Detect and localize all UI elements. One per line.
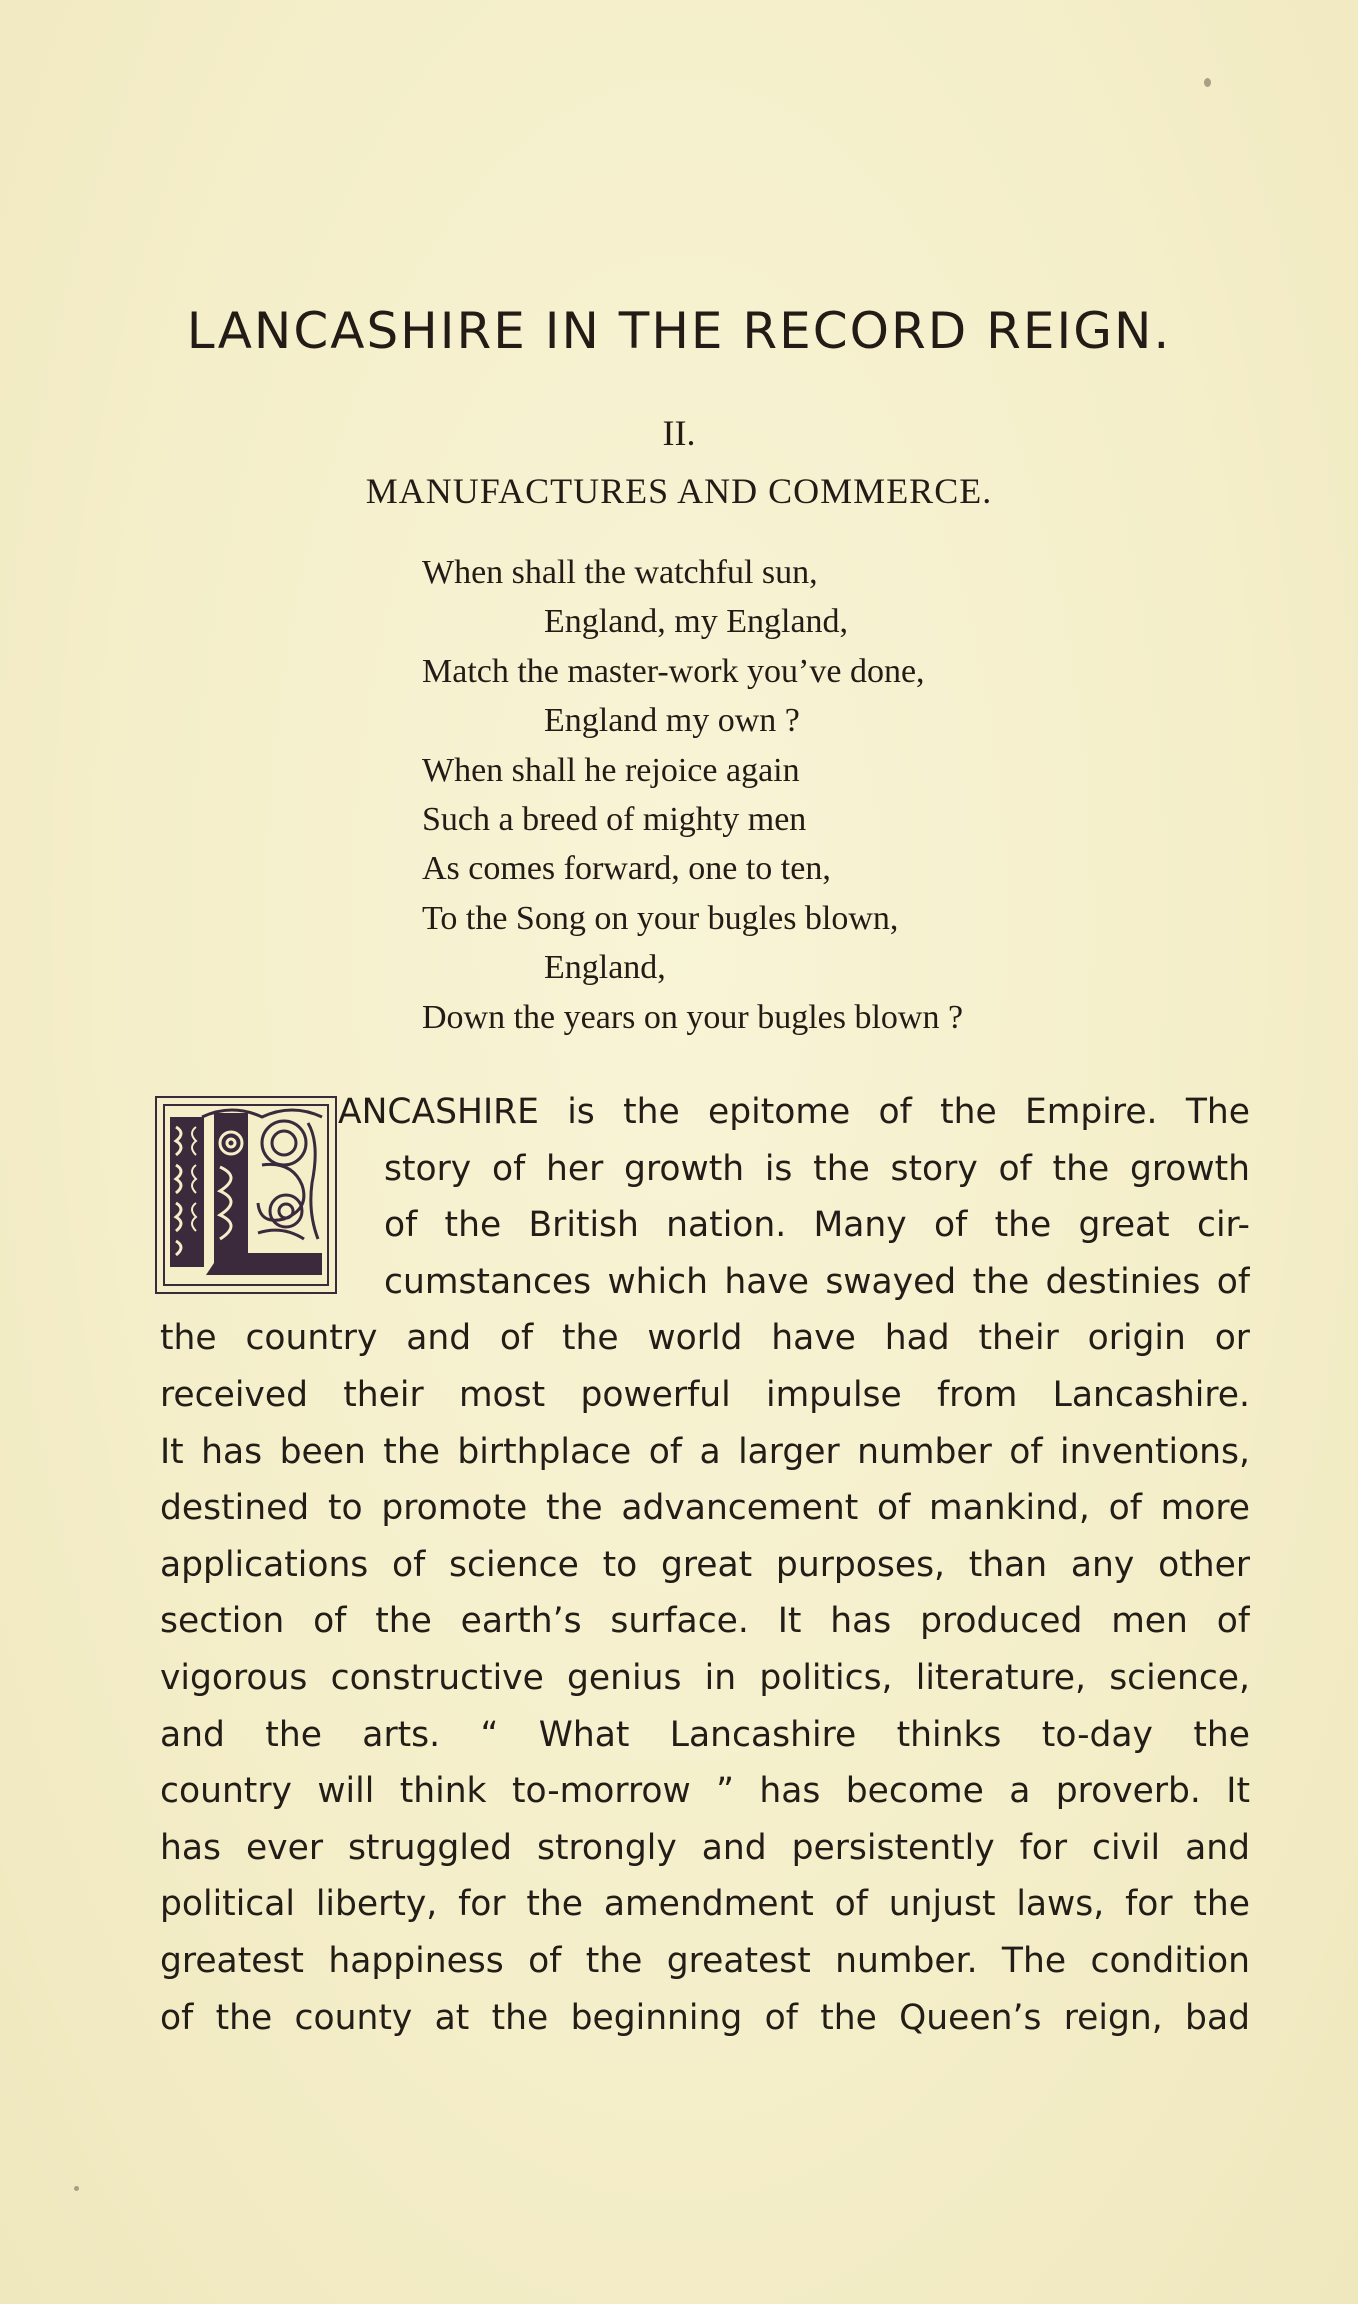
poem-line: Match the master-work you’ve done, [422,652,925,690]
poem-line: England, [544,949,666,987]
text-line: ANCASHIRE is the epitome of the Empire. The [338,1092,1250,1132]
text-line: and the arts. “ What Lancashire thinks to-day the [160,1714,1250,1755]
text-line: vigorous constructive genius in politics, literature, science, [160,1657,1250,1698]
body-text [160,1084,1250,2046]
text-line: of the British nation. Many of the great cir- [384,1205,1250,1246]
ink-speck [74,2186,79,2191]
poem-line: Such a breed of mighty men [422,800,807,838]
text-line: country will think to-morrow ” has become a proverb. It [160,1771,1250,1812]
text-line: has ever struggled strongly and persistently for civil and [160,1827,1250,1868]
text-line: story of her growth is the story of the growth [384,1148,1250,1189]
text-line: political liberty, for the amendment of unjust laws, for the [160,1884,1250,1925]
poem-line: As comes forward, one to ten, [422,850,831,888]
text-line: applications of science to great purposes, than any other [160,1544,1250,1585]
section-heading: MANUFACTURES AND COMMERCE. [365,471,993,511]
poem-line: England my own ? [544,702,800,740]
text-line: It has been the birthplace of a larger number of inventions, [160,1431,1250,1472]
text-line: greatest happiness of the greatest number. The condition [160,1940,1250,1981]
poem-line: When shall he rejoice again [422,751,800,789]
part-number: II. [662,413,696,453]
text-line: received their most powerful impulse from Lancashire. [160,1374,1250,1415]
page-title: LANCASHIRE IN THE RECORD REIGN. [186,302,1172,360]
text-line: of the county at the beginning of the Queen’s reign, bad [160,1997,1250,2038]
text-line: section of the earth’s surface. It has produced men of [160,1601,1250,1642]
poem-line: When shall the watchful sun, [422,554,818,591]
poem-line: To the Song on your bugles blown, [422,899,899,937]
text-line: cumstances which have swayed the destinies of [384,1261,1250,1302]
poem-line: Down the years on your bugles blown ? [422,998,964,1036]
text-line: destined to promote the advancement of mankind, of more [160,1488,1250,1529]
poem-line: England, my England, [544,603,849,641]
text-line: the country and of the world have had their origin or [160,1318,1250,1359]
ink-speck [1204,78,1211,87]
epigraph-poem [422,548,1122,1042]
